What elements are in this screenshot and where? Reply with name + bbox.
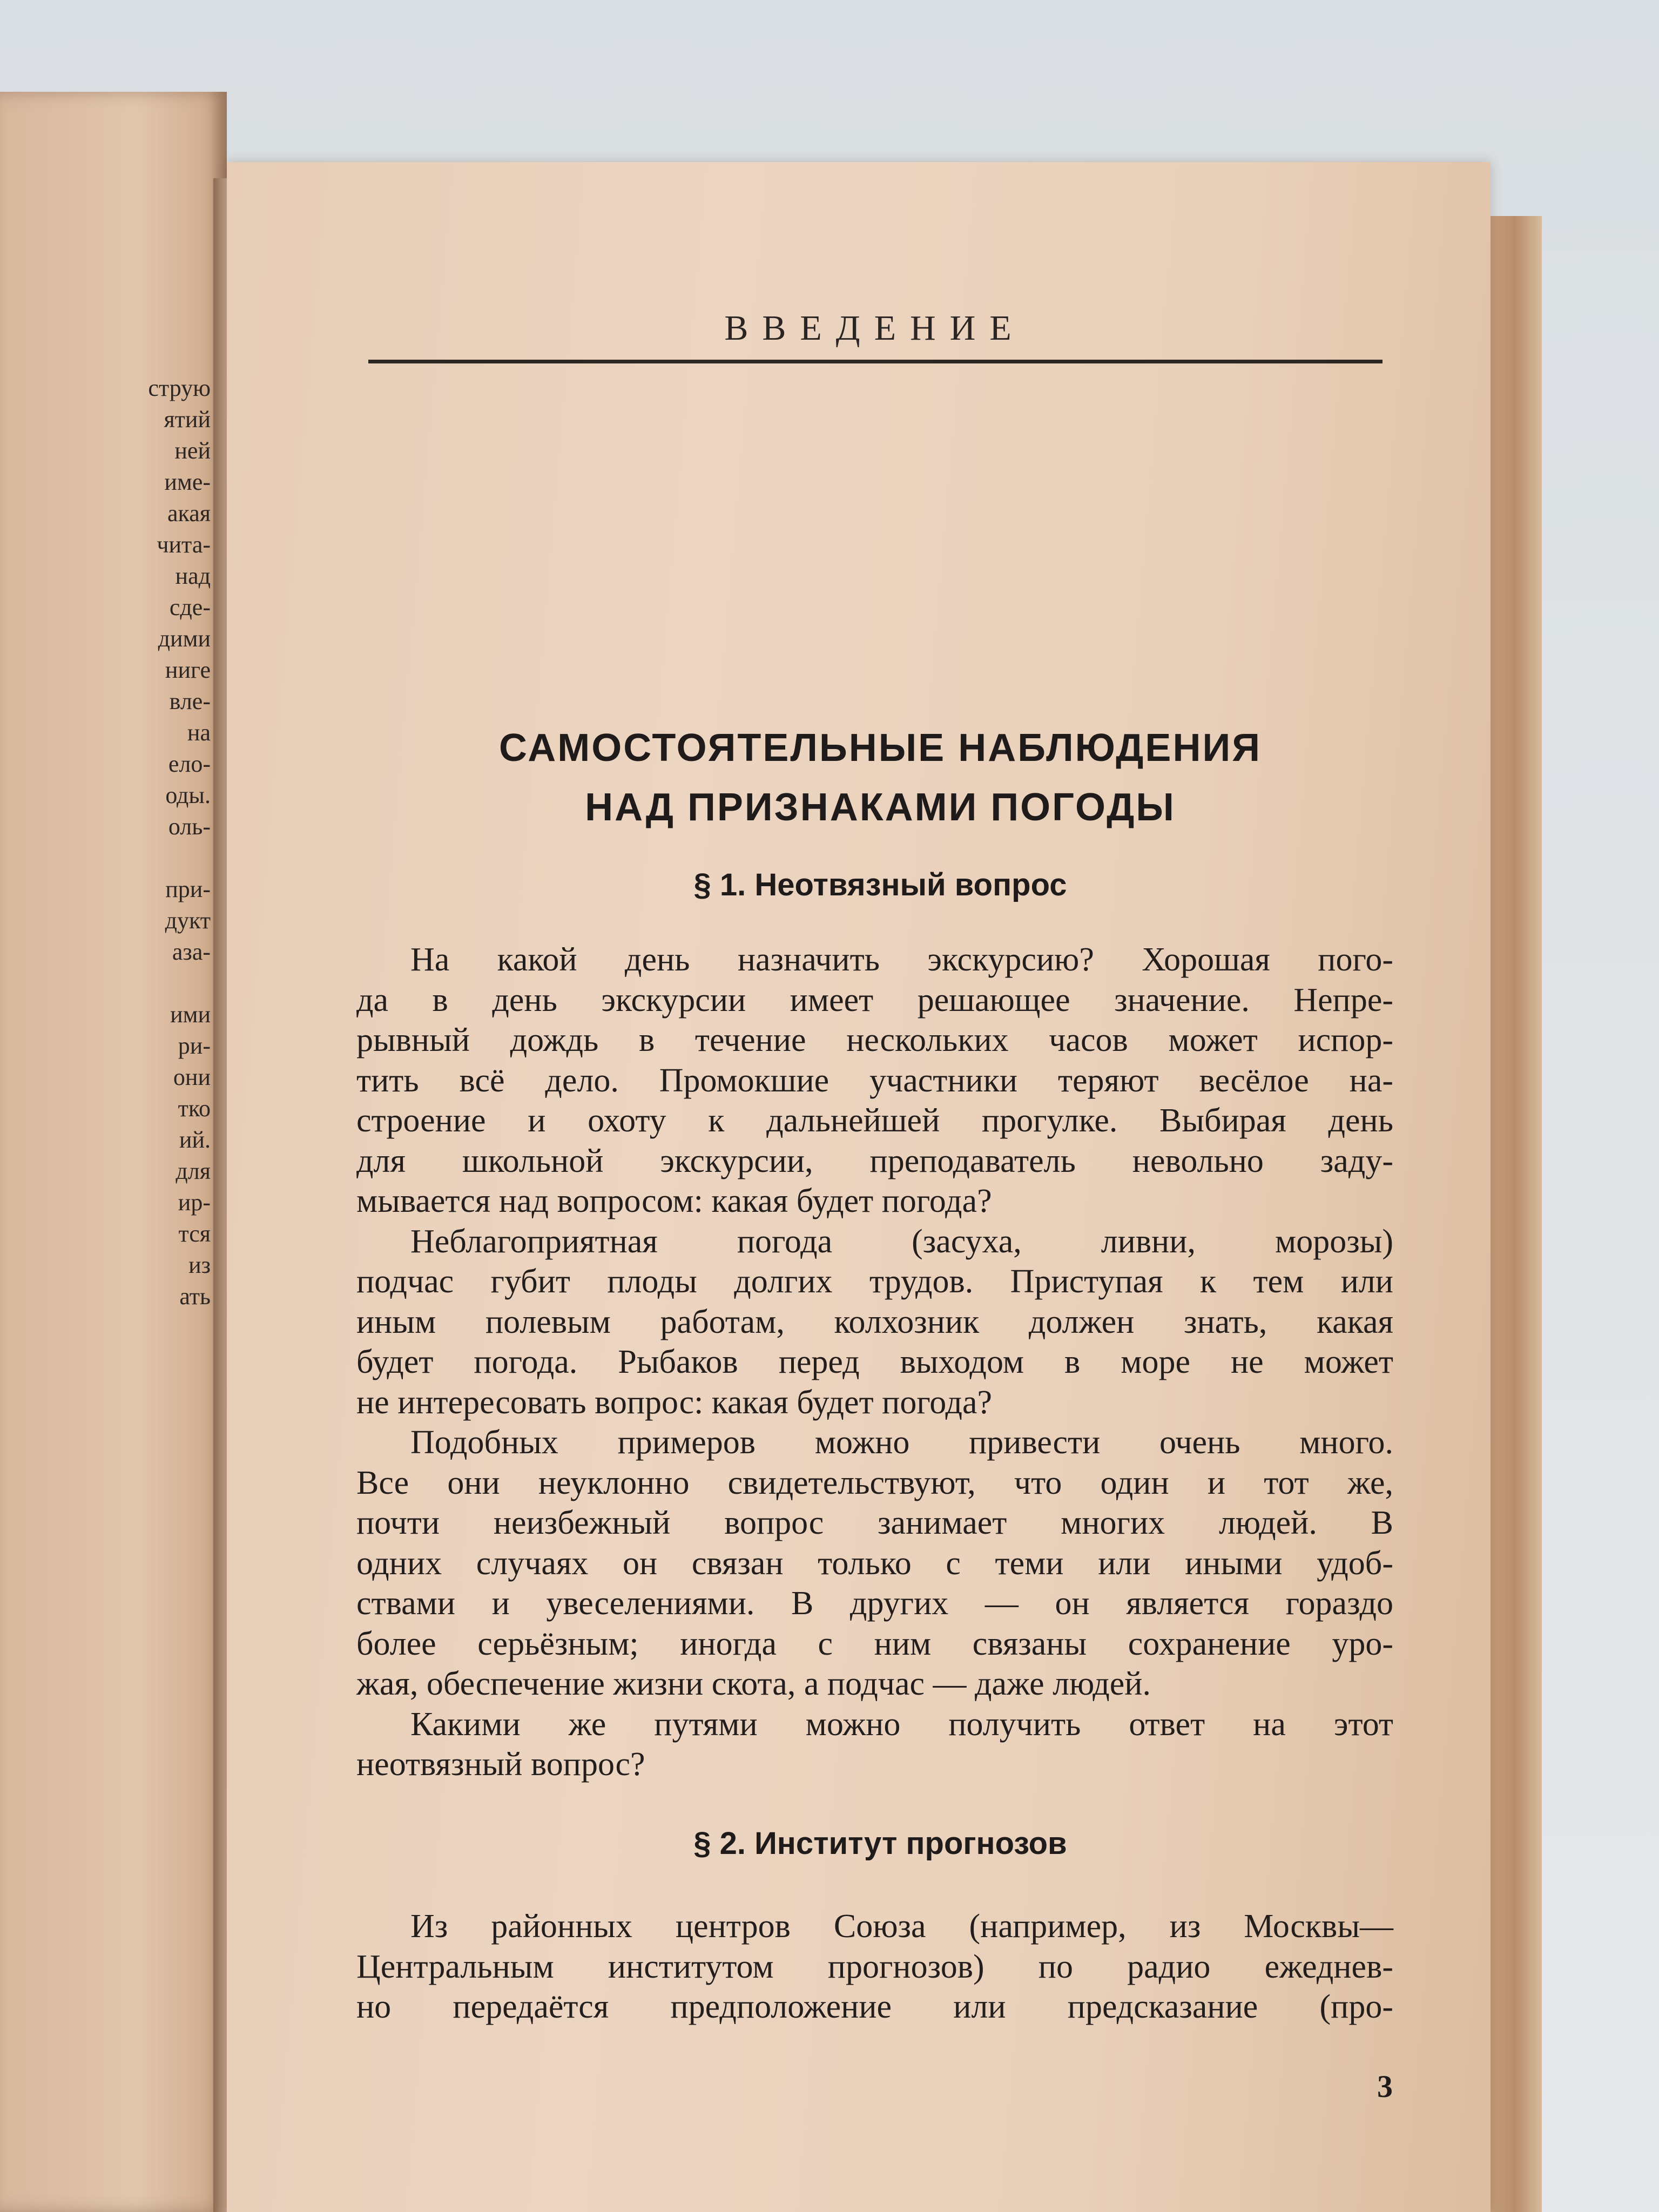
chapter-title-line-2: НАД ПРИЗНАКАМИ ПОГОДЫ: [585, 786, 1176, 829]
previous-page-fragment: оды.: [165, 782, 211, 808]
previous-page-fragment: ими: [170, 1001, 211, 1028]
text-line: почти неизбежный вопрос занимает многих людей. В: [356, 1505, 1393, 1541]
text-line: Из районных центров Союза (например, из Москвы—: [410, 1908, 1393, 1945]
previous-page-fragment: сде-: [169, 594, 211, 621]
previous-page-fragment: аза-: [172, 939, 211, 965]
text-line: На какой день назначить экскурсию? Хорошая пого-: [410, 941, 1393, 978]
text-line: одних случаях он связан только с теми или иными удоб-: [356, 1545, 1393, 1582]
page-edges: [1482, 216, 1542, 2212]
text-line: Неблагоприятная погода (засуха, ливни, морозы): [410, 1223, 1393, 1260]
text-line: строение и охоту к дальнейшей прогулке. Выбирая день: [356, 1102, 1393, 1139]
previous-page-fragment: чита-: [157, 531, 211, 558]
previous-page-fragment: на: [187, 719, 211, 746]
text-line: более серьёзным; иногда с ним связаны сохранение уро-: [356, 1625, 1393, 1662]
previous-page: [0, 92, 227, 2212]
text-line: не интересовать вопрос: какая будет погода?: [356, 1384, 993, 1421]
previous-page-fragment: ней: [174, 437, 211, 464]
text-line: ствами и увеселениями. В других — он является гораздо: [356, 1585, 1393, 1622]
text-line: жая, обеспечение жизни скота, а подчас — даже людей.: [356, 1665, 1151, 1702]
previous-page-fragment: дими: [158, 625, 211, 652]
text-line: Центральным институтом прогнозов) по радио ежеднев-: [356, 1948, 1393, 1985]
text-line: Все они неуклонно свидетельствуют, что один и тот же,: [356, 1464, 1393, 1501]
previous-page-text-fragments: [70, 373, 211, 1312]
previous-page-fragment: они: [173, 1064, 211, 1090]
previous-page-fragment: над: [175, 563, 211, 589]
previous-page-fragment: дукт: [165, 907, 211, 934]
header-rule: [368, 360, 1382, 363]
book-page: [227, 162, 1491, 2212]
previous-page-fragment: [70, 842, 211, 874]
section-1-heading: § 1. Неотвязный вопрос: [693, 867, 1067, 902]
text-line: подчас губит плоды долгих трудов. Приступая к тем или: [356, 1263, 1393, 1300]
text-line: но передаётся предположение или предсказание (про-: [356, 1988, 1393, 2025]
previous-page-fragment: оль-: [168, 813, 211, 840]
text-line: иным полевым работам, колхозник должен знать, какая: [356, 1303, 1393, 1340]
text-line: Подобных примеров можно привести очень много.: [410, 1424, 1393, 1461]
section-2-heading: § 2. Институт прогнозов: [693, 1826, 1067, 1861]
previous-page-fragment: ать: [179, 1283, 211, 1310]
previous-page-fragment: струю: [148, 375, 211, 401]
text-line: для школьной экскурсии, преподаватель невольно заду-: [356, 1142, 1393, 1179]
text-line: тить всё дело. Промокшие участники теряют весёлое на-: [356, 1062, 1393, 1099]
previous-page-fragment: для: [176, 1158, 211, 1184]
previous-page-fragment: акая: [167, 500, 211, 527]
previous-page-fragment: [70, 968, 211, 999]
text-line: мывается над вопросом: какая будет погода?: [356, 1183, 992, 1219]
previous-page-fragment: тся: [178, 1220, 211, 1247]
previous-page-fragment: ир-: [178, 1189, 211, 1216]
previous-page-fragment: из: [188, 1252, 211, 1278]
text-line: да в день экскурсии имеет решающее значение. Непре-: [356, 981, 1393, 1019]
previous-page-fragment: вле-: [169, 688, 211, 714]
chapter-title: [335, 718, 1426, 837]
chapter-title-line-1: САМОСТОЯТЕЛЬНЫЕ НАБЛЮДЕНИЯ: [499, 726, 1262, 770]
running-header: ВВЕДЕНИЕ: [724, 308, 1026, 348]
previous-page-fragment: ятий: [164, 406, 211, 433]
previous-page-fragment: ри-: [178, 1033, 211, 1059]
section-1-body: [356, 940, 1393, 1785]
previous-page-fragment: ело-: [168, 751, 211, 777]
previous-page-fragment: ий.: [179, 1127, 211, 1153]
text-line: рывный дождь в течение нескольких часов может испор-: [356, 1022, 1393, 1058]
previous-page-fragment: ниге: [165, 657, 211, 683]
text-line: неотвязный вопрос?: [356, 1746, 645, 1783]
previous-page-fragment: име-: [164, 469, 211, 495]
text-line: Какими же путями можно получить ответ на этот: [410, 1705, 1393, 1743]
page-number: 3: [1377, 2069, 1393, 2104]
previous-page-fragment: тко: [178, 1095, 211, 1122]
text-line: будет погода. Рыбаков перед выходом в море не может: [356, 1344, 1393, 1380]
previous-page-fragment: при-: [165, 876, 211, 902]
section-2-body: [356, 1906, 1393, 2027]
